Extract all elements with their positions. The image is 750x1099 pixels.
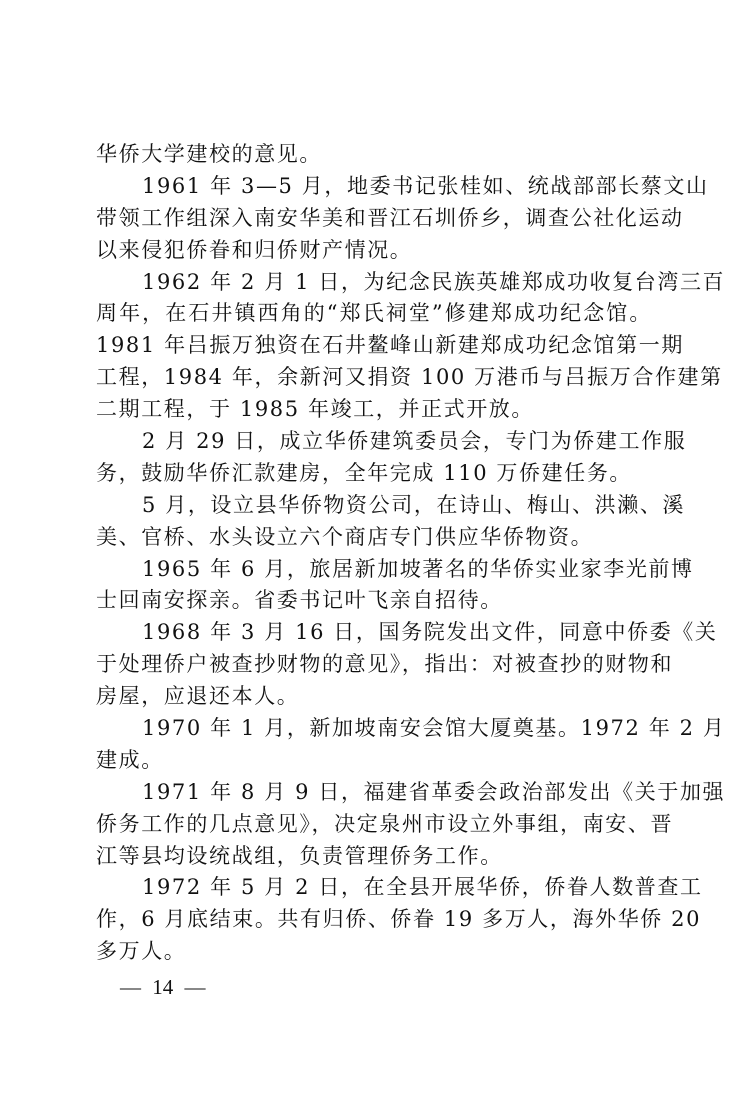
text-line: 工程，1984 年，余新河又捐资 100 万港币与吕振万合作建第 bbox=[96, 365, 723, 390]
text-line: 二期工程，于 1985 年竣工，并正式开放。 bbox=[96, 397, 534, 422]
text-line: 1961 年 3—5 月，地委书记张桂如、统战部部长蔡文山 bbox=[142, 173, 709, 198]
text-line: 作，6 月底结束。共有归侨、侨眷 19 多万人，海外华侨 20 bbox=[96, 907, 702, 932]
text-line: 1968 年 3 月 16 日，国务院发出文件，同意中侨委《关 bbox=[142, 620, 718, 645]
text-line: 江等县均设统战组，负责管理侨务工作。 bbox=[96, 843, 503, 868]
text-line: 1972 年 5 月 2 日，在全县开展华侨，侨眷人数普查工 bbox=[142, 875, 703, 900]
text-line: 周年，在石井镇西角的“郑氏祠堂”修建郑成功纪念馆。 bbox=[96, 301, 652, 326]
text-line: 房屋，应退还本人。 bbox=[96, 684, 300, 709]
text-line: 士回南安探亲。省委书记叶飞亲自招待。 bbox=[96, 588, 503, 613]
text-line: 美、官桥、水头设立六个商店专门供应华侨物资。 bbox=[96, 524, 594, 549]
text-line: 建成。 bbox=[96, 747, 164, 772]
text-line: 带领工作组深入南安华美和晋江石圳侨乡，调查公社化运动 bbox=[96, 205, 684, 230]
page-body bbox=[96, 139, 726, 968]
text-line: 侨务工作的几点意见》，决定泉州市设立外事组，南安、晋 bbox=[96, 811, 674, 836]
text-line: 1962 年 2 月 1 日，为纪念民族英雄郑成功收复台湾三百 bbox=[142, 269, 726, 294]
text-line: 1970 年 1 月，新加坡南安会馆大厦奠基。1972 年 2 月 bbox=[142, 716, 726, 741]
text-line: 5 月，设立县华侨物资公司，在诗山、梅山、洪濑、溪 bbox=[142, 492, 686, 517]
text-line: 1981 年吕振万独资在石井鳌峰山新建郑成功纪念馆第一期 bbox=[96, 333, 684, 358]
text-line: 1965 年 6 月，旅居新加坡著名的华侨实业家李光前博 bbox=[142, 556, 694, 581]
text-line: 务，鼓励华侨汇款建房，全年完成 110 万侨建任务。 bbox=[96, 460, 633, 485]
text-line: 于处理侨户被查抄财物的意见》，指出：对被查抄的财物和 bbox=[96, 652, 674, 677]
text-line: 多万人。 bbox=[96, 939, 187, 964]
text-line: 2 月 29 日，成立华侨建筑委员会，专门为侨建工作服 bbox=[142, 429, 687, 454]
text-line: 以来侵犯侨眷和归侨财产情况。 bbox=[96, 237, 413, 262]
page-number: — 14 — bbox=[120, 975, 206, 999]
text-line: 1971 年 8 月 9 日，福建省革委会政治部发出《关于加强 bbox=[142, 779, 726, 804]
text-line: 华侨大学建校的意见。 bbox=[96, 142, 322, 166]
